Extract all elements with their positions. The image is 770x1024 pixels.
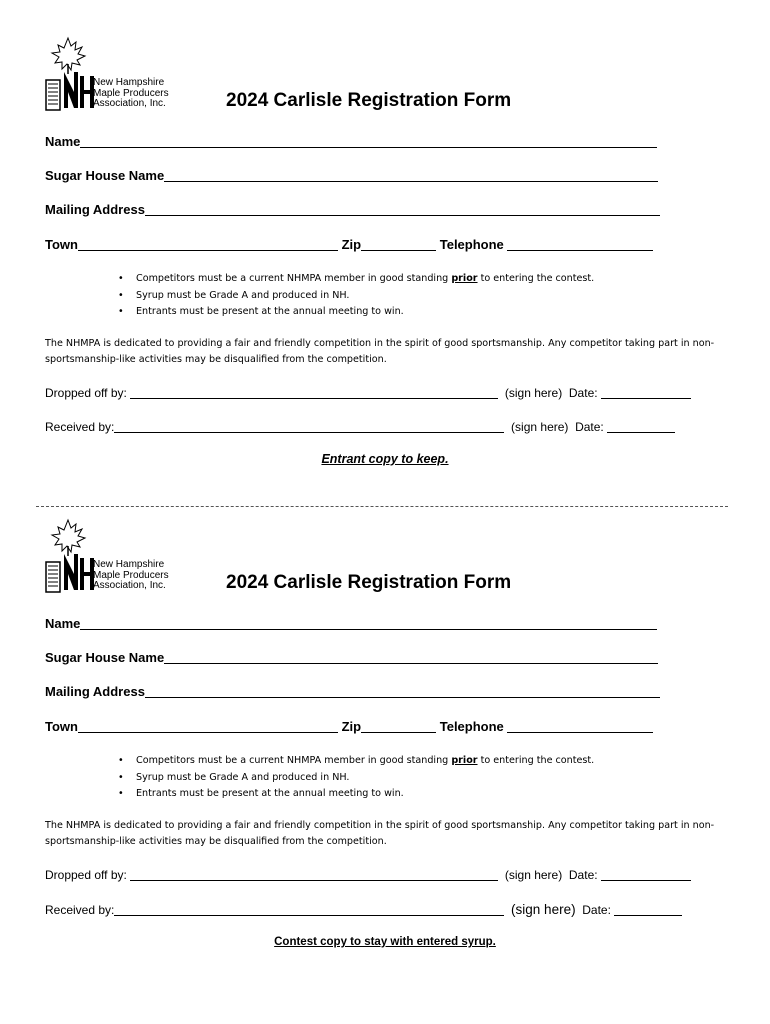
entrant-copy-form <box>0 0 770 480</box>
bullet-icon: • <box>118 788 124 799</box>
town-zip-phone-field[interactable] <box>45 237 653 252</box>
list-item: • Entrants must be present at the annual meeting to win. <box>118 786 594 803</box>
mailing-address-field[interactable] <box>45 684 660 699</box>
list-item: • Entrants must be present at the annual meeting to win. <box>118 304 594 321</box>
dropped-off-date-line[interactable] <box>601 869 691 881</box>
logo-line: Association, Inc. <box>93 580 166 591</box>
name-line[interactable] <box>80 617 657 630</box>
name-line[interactable] <box>80 135 657 148</box>
logo-text <box>93 78 169 110</box>
bullet-icon: • <box>118 755 124 766</box>
list-item: • Competitors must be a current NHMPA member in good standing prior to entering the contest. <box>118 271 594 288</box>
sugar-house-field[interactable] <box>45 168 658 183</box>
mailing-address-field[interactable] <box>45 202 660 217</box>
nhmpa-logo <box>40 518 180 598</box>
rules-list <box>118 753 594 803</box>
dropped-off-row[interactable] <box>45 386 691 400</box>
received-by-row[interactable] <box>45 902 682 917</box>
dropped-off-signature-line[interactable] <box>130 869 498 881</box>
received-by-label: Received by: <box>45 903 115 917</box>
town-label: Town <box>45 719 78 734</box>
town-label: Town <box>45 237 78 252</box>
dropped-off-label: Dropped off by: <box>45 386 127 400</box>
dropped-off-signature-line[interactable] <box>130 387 498 399</box>
sugar-house-field[interactable] <box>45 650 658 665</box>
contest-copy-label: Contest copy to stay with entered syrup. <box>274 936 496 948</box>
list-item: • Competitors must be a current NHMPA member in good standing prior to entering the contest. <box>118 753 594 770</box>
dropped-off-row[interactable] <box>45 868 691 882</box>
name-field[interactable] <box>45 134 657 149</box>
bullet-icon: • <box>118 306 124 317</box>
zip-line[interactable] <box>361 238 436 251</box>
sign-here-label: (sign here) <box>511 902 576 917</box>
name-label: Name <box>45 616 81 631</box>
bullet-icon: • <box>118 771 124 783</box>
logo-line: New Hampshire <box>93 559 165 570</box>
prior-emphasis: prior <box>451 273 478 284</box>
date-label: Date: <box>582 903 611 917</box>
logo-line: Maple Producers <box>93 569 169 581</box>
logo-line: New Hampshire <box>93 77 165 88</box>
sugar-house-line[interactable] <box>164 651 658 664</box>
bullet-icon: • <box>118 273 124 284</box>
mailing-address-line[interactable] <box>145 203 660 216</box>
dropped-off-label: Dropped off by: <box>45 868 127 882</box>
telephone-label: Telephone <box>439 719 504 734</box>
list-item: • Syrup must be Grade A and produced in NH. <box>118 288 594 305</box>
date-label: Date: <box>568 868 598 882</box>
town-line[interactable] <box>78 238 338 251</box>
zip-label: Zip <box>341 237 362 252</box>
logo-line: Maple Producers <box>93 87 169 99</box>
name-label: Name <box>45 134 81 149</box>
prior-emphasis: prior <box>451 755 478 766</box>
mailing-address-label: Mailing Address <box>45 684 145 699</box>
sign-here-label: (sign here) <box>504 386 563 400</box>
sugar-house-line[interactable] <box>164 169 658 182</box>
received-by-date-line[interactable] <box>607 421 675 433</box>
maple-leaf-nh-icon <box>40 518 100 598</box>
maple-leaf-nh-icon <box>40 36 100 116</box>
dropped-off-date-line[interactable] <box>601 387 691 399</box>
nhmpa-logo <box>40 36 180 116</box>
zip-label: Zip <box>341 719 362 734</box>
form-title: 2024 Carlisle Registration Form <box>226 572 512 593</box>
logo-line: Association, Inc. <box>93 98 166 109</box>
town-zip-phone-field[interactable] <box>45 719 653 734</box>
contest-copy-form <box>0 482 770 962</box>
mailing-address-line[interactable] <box>145 685 660 698</box>
date-label: Date: <box>568 386 598 400</box>
telephone-label: Telephone <box>439 237 504 252</box>
sugar-house-label: Sugar House Name <box>45 168 165 183</box>
bullet-icon: • <box>118 289 124 301</box>
received-by-signature-line[interactable] <box>114 421 504 433</box>
rules-list <box>118 271 594 321</box>
sign-here-label: (sign here) <box>504 868 563 882</box>
received-by-date-line[interactable] <box>614 904 682 916</box>
zip-line[interactable] <box>361 720 436 733</box>
mailing-address-label: Mailing Address <box>45 202 145 217</box>
name-field[interactable] <box>45 616 657 631</box>
entrant-copy-label: Entrant copy to keep. <box>321 452 449 466</box>
sportsmanship-statement: The NHMPA is dedicated to providing a fair and friendly competition in the spirit of good sportsmanship. Any competitor taking part in non-sportsmanship-like activities may be disqualified from the competition. <box>45 338 715 365</box>
sign-here-label: (sign here) <box>511 420 569 434</box>
town-line[interactable] <box>78 720 338 733</box>
list-item: • Syrup must be Grade A and produced in NH. <box>118 770 594 787</box>
date-label: Date: <box>575 420 604 434</box>
logo-text <box>93 560 169 592</box>
form-title: 2024 Carlisle Registration Form <box>226 90 512 111</box>
received-by-row[interactable] <box>45 420 675 434</box>
received-by-signature-line[interactable] <box>114 904 504 916</box>
received-by-label: Received by: <box>45 420 115 434</box>
telephone-line[interactable] <box>507 238 653 251</box>
sugar-house-label: Sugar House Name <box>45 650 165 665</box>
telephone-line[interactable] <box>507 720 653 733</box>
sportsmanship-statement: The NHMPA is dedicated to providing a fair and friendly competition in the spirit of good sportsmanship. Any competitor taking part in non-sportsmanship-like activities may be disqualified from the competition. <box>45 820 715 847</box>
